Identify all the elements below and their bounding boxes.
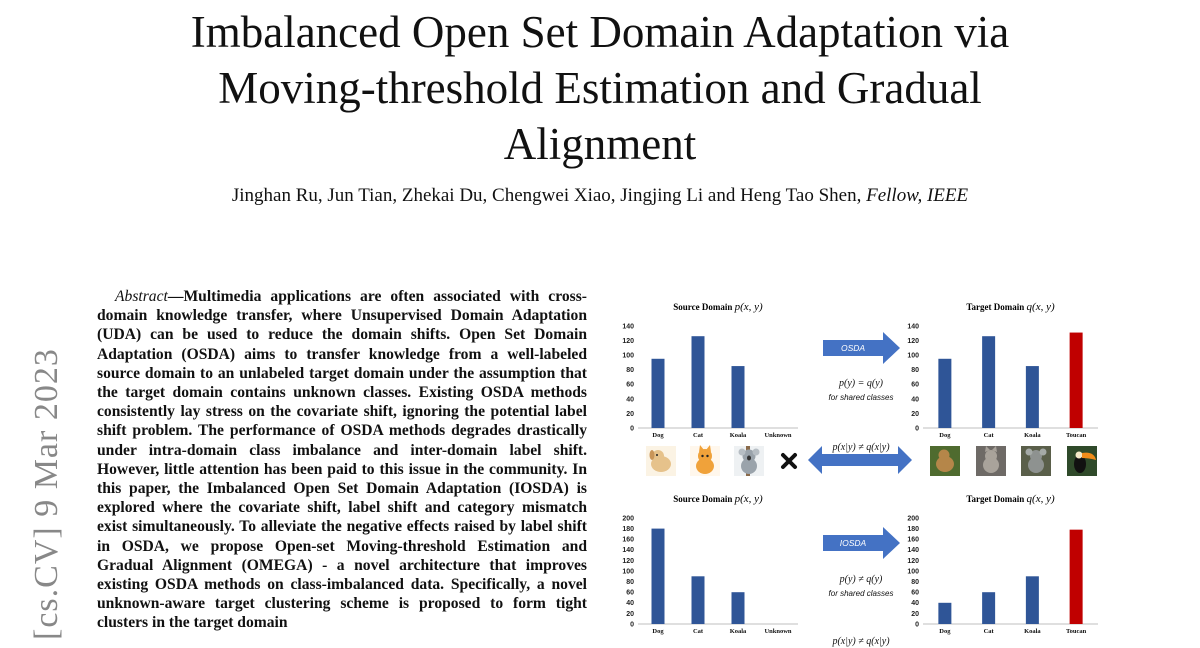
chart-title-text: Target Domain <box>966 302 1027 312</box>
bar-toucan <box>1070 333 1083 428</box>
paper-title <box>100 4 1100 172</box>
iosda-arrow-label: IOSDA <box>839 538 867 548</box>
label-shared-classes-bottom: for shared classes <box>828 589 894 598</box>
cat-cartoon-icon <box>690 445 720 476</box>
chart-title <box>673 301 763 313</box>
category-label: Unknown <box>764 628 792 635</box>
y-tick-label: 80 <box>911 367 919 375</box>
category-label: Toucan <box>1065 628 1087 635</box>
y-tick-label: 120 <box>622 557 634 565</box>
bar-dog <box>652 529 665 624</box>
koala-cartoon-icon <box>734 446 764 476</box>
dog-cartoon-icon <box>646 446 676 476</box>
unknown-cross-icon <box>783 455 795 467</box>
y-tick-label: 80 <box>626 579 634 586</box>
y-tick-label: 200 <box>622 515 634 523</box>
y-tick-label: 40 <box>626 396 634 404</box>
figure-canvas <box>608 292 1108 648</box>
y-tick-label: 100 <box>622 568 634 576</box>
chart-title <box>673 493 763 505</box>
y-tick-label: 120 <box>907 557 919 565</box>
label-conditional-shift-top: p(x|y) ≠ q(x|y) <box>832 442 890 453</box>
bar-cat <box>982 336 995 428</box>
label-shared-classes-top: for shared classes <box>828 393 894 402</box>
cat-photo-icon <box>976 446 1006 476</box>
author-names: Jinghan Ru, Jun Tian, Zhekai Du, Chengwei Xiao, Jingjing Li and Heng Tao Shen, <box>231 185 862 206</box>
target-thumbnails <box>930 446 1097 476</box>
y-tick-label: 180 <box>907 526 919 533</box>
category-label: Dog <box>939 432 951 439</box>
koala-photo-icon <box>1021 446 1051 476</box>
bar-koala <box>1026 576 1039 624</box>
title-line-1: Imbalanced Open Set Domain Adaptation via <box>190 7 1010 57</box>
bar-dog <box>938 603 951 624</box>
abstract-body: —Multimedia applications are often associated with cross-domain knowledge transfer, where Unsupervised Domain Adaptation (UDA) can be used to reduce the domain shifts. Open Set Domain Adaptation (OSDA) aims to transfer knowledge from a well-labeled source domain to an unlabeled target domain under the assumption that the target domain contains unknown classes. Existing OSDA methods consistently lay stress on the covariate shift, ignoring the potential label shift problem. The performance of OSDA methods degrades drastically under intra-domain class imbalance and inter-domain label shift. However, little attention has been paid to this issue in the community. In this paper, the Imbalanced Open Set Domain Adaptation (IOSDA) is explored where the covariate shift, label shift and category mismatch exist simultaneously. To alleviate the negative effects raised by label shift in OSDA, we propose Open-set Moving-threshold Estimation and Gradual Alignment (OMEGA) - a novel architecture that improves existing OSDA methods on class-imbalanced data. Specifically, a novel unknown-aware target clustering scheme is proposed to form tight clusters in the target domain <box>97 288 587 632</box>
y-tick-label: 20 <box>911 410 919 418</box>
bar-koala <box>732 592 745 624</box>
label-prior-equal: p(y) = q(y) <box>839 378 883 389</box>
y-tick-label: 160 <box>622 536 634 544</box>
y-tick-label: 40 <box>911 600 919 608</box>
y-tick-label: 160 <box>907 536 919 544</box>
chart-target-top <box>907 301 1098 439</box>
dog-photo-icon <box>930 446 960 476</box>
toucan-photo-icon <box>1067 446 1097 476</box>
y-tick-label: 140 <box>622 547 634 555</box>
category-label: Dog <box>652 628 664 635</box>
category-label: Unknown <box>764 432 792 439</box>
category-label: Koala <box>729 628 747 635</box>
category-label: Dog <box>939 628 951 635</box>
y-tick-label: 20 <box>626 610 634 618</box>
y-tick-label: 60 <box>911 589 919 597</box>
chart-title-text: Target Domain <box>966 494 1027 504</box>
y-tick-label: 200 <box>907 515 919 523</box>
chart-source-bottom <box>622 493 798 635</box>
y-tick-label: 0 <box>630 621 634 629</box>
y-tick-label: 180 <box>622 526 634 533</box>
bar-dog <box>652 359 665 428</box>
category-label: Cat <box>983 628 994 635</box>
y-tick-label: 60 <box>626 381 634 389</box>
y-tick-label: 20 <box>626 410 634 418</box>
y-tick-label: 80 <box>911 579 919 586</box>
title-line-2: Moving-threshold Estimation and Gradual <box>218 63 982 113</box>
chart-title-math: q(x, y) <box>1026 493 1055 505</box>
title-line-3: Alignment <box>503 119 697 169</box>
category-label: Koala <box>1024 432 1041 439</box>
y-tick-label: 0 <box>630 425 634 433</box>
y-tick-label: 100 <box>622 352 634 360</box>
bar-cat <box>982 592 995 624</box>
author-fellow-suffix: Fellow, IEEE <box>866 185 969 206</box>
y-tick-label: 40 <box>626 600 634 608</box>
iosda-arrow <box>823 527 900 559</box>
chart-title-text: Source Domain <box>673 302 735 312</box>
chart-title-text: Source Domain <box>673 494 735 504</box>
y-tick-label: 120 <box>622 337 634 345</box>
category-label: Toucan <box>1065 432 1087 439</box>
bar-koala <box>732 366 745 428</box>
y-tick-label: 0 <box>915 425 919 433</box>
arxiv-identifier: [cs.CV] 9 Mar 2023 <box>28 348 65 640</box>
osda-arrow-label: OSDA <box>840 343 866 353</box>
y-tick-label: 40 <box>911 396 919 404</box>
y-tick-label: 120 <box>907 337 919 345</box>
label-prior-unequal: p(y) ≠ q(y) <box>839 574 883 585</box>
chart-title-math: q(x, y) <box>1026 301 1055 313</box>
osda-arrow <box>823 332 900 364</box>
abstract-lead: Abstract <box>115 288 168 305</box>
bar-koala <box>1026 366 1039 428</box>
y-tick-label: 60 <box>911 381 919 389</box>
y-tick-label: 80 <box>626 367 634 375</box>
chart-title-math: p(x, y) <box>734 301 763 313</box>
chart-title <box>966 301 1055 313</box>
bar-cat <box>692 336 705 428</box>
bar-toucan <box>1070 530 1083 624</box>
source-thumbnails <box>646 445 795 476</box>
y-tick-label: 100 <box>907 352 919 360</box>
teaser-figure <box>608 292 1108 648</box>
abstract-paragraph <box>97 287 587 648</box>
category-label: Cat <box>692 628 704 635</box>
y-tick-label: 140 <box>907 323 919 331</box>
category-label: Cat <box>692 432 704 439</box>
chart-target-bottom <box>907 493 1098 635</box>
chart-title-math: p(x, y) <box>734 493 763 505</box>
category-label: Koala <box>729 432 747 439</box>
y-tick-label: 100 <box>907 568 919 576</box>
bar-cat <box>692 576 705 624</box>
y-tick-label: 140 <box>907 547 919 555</box>
category-label: Cat <box>983 432 994 439</box>
category-label: Dog <box>652 432 664 439</box>
label-conditional-shift-bottom: p(x|y) ≠ q(x|y) <box>832 636 890 647</box>
category-label: Koala <box>1024 628 1041 635</box>
bar-dog <box>938 359 951 428</box>
chart-title <box>966 493 1055 505</box>
y-tick-label: 20 <box>911 610 919 618</box>
y-tick-label: 60 <box>626 589 634 597</box>
author-list <box>100 184 1100 208</box>
y-tick-label: 0 <box>915 621 919 629</box>
chart-source-top <box>622 301 798 439</box>
y-tick-label: 140 <box>622 323 634 331</box>
